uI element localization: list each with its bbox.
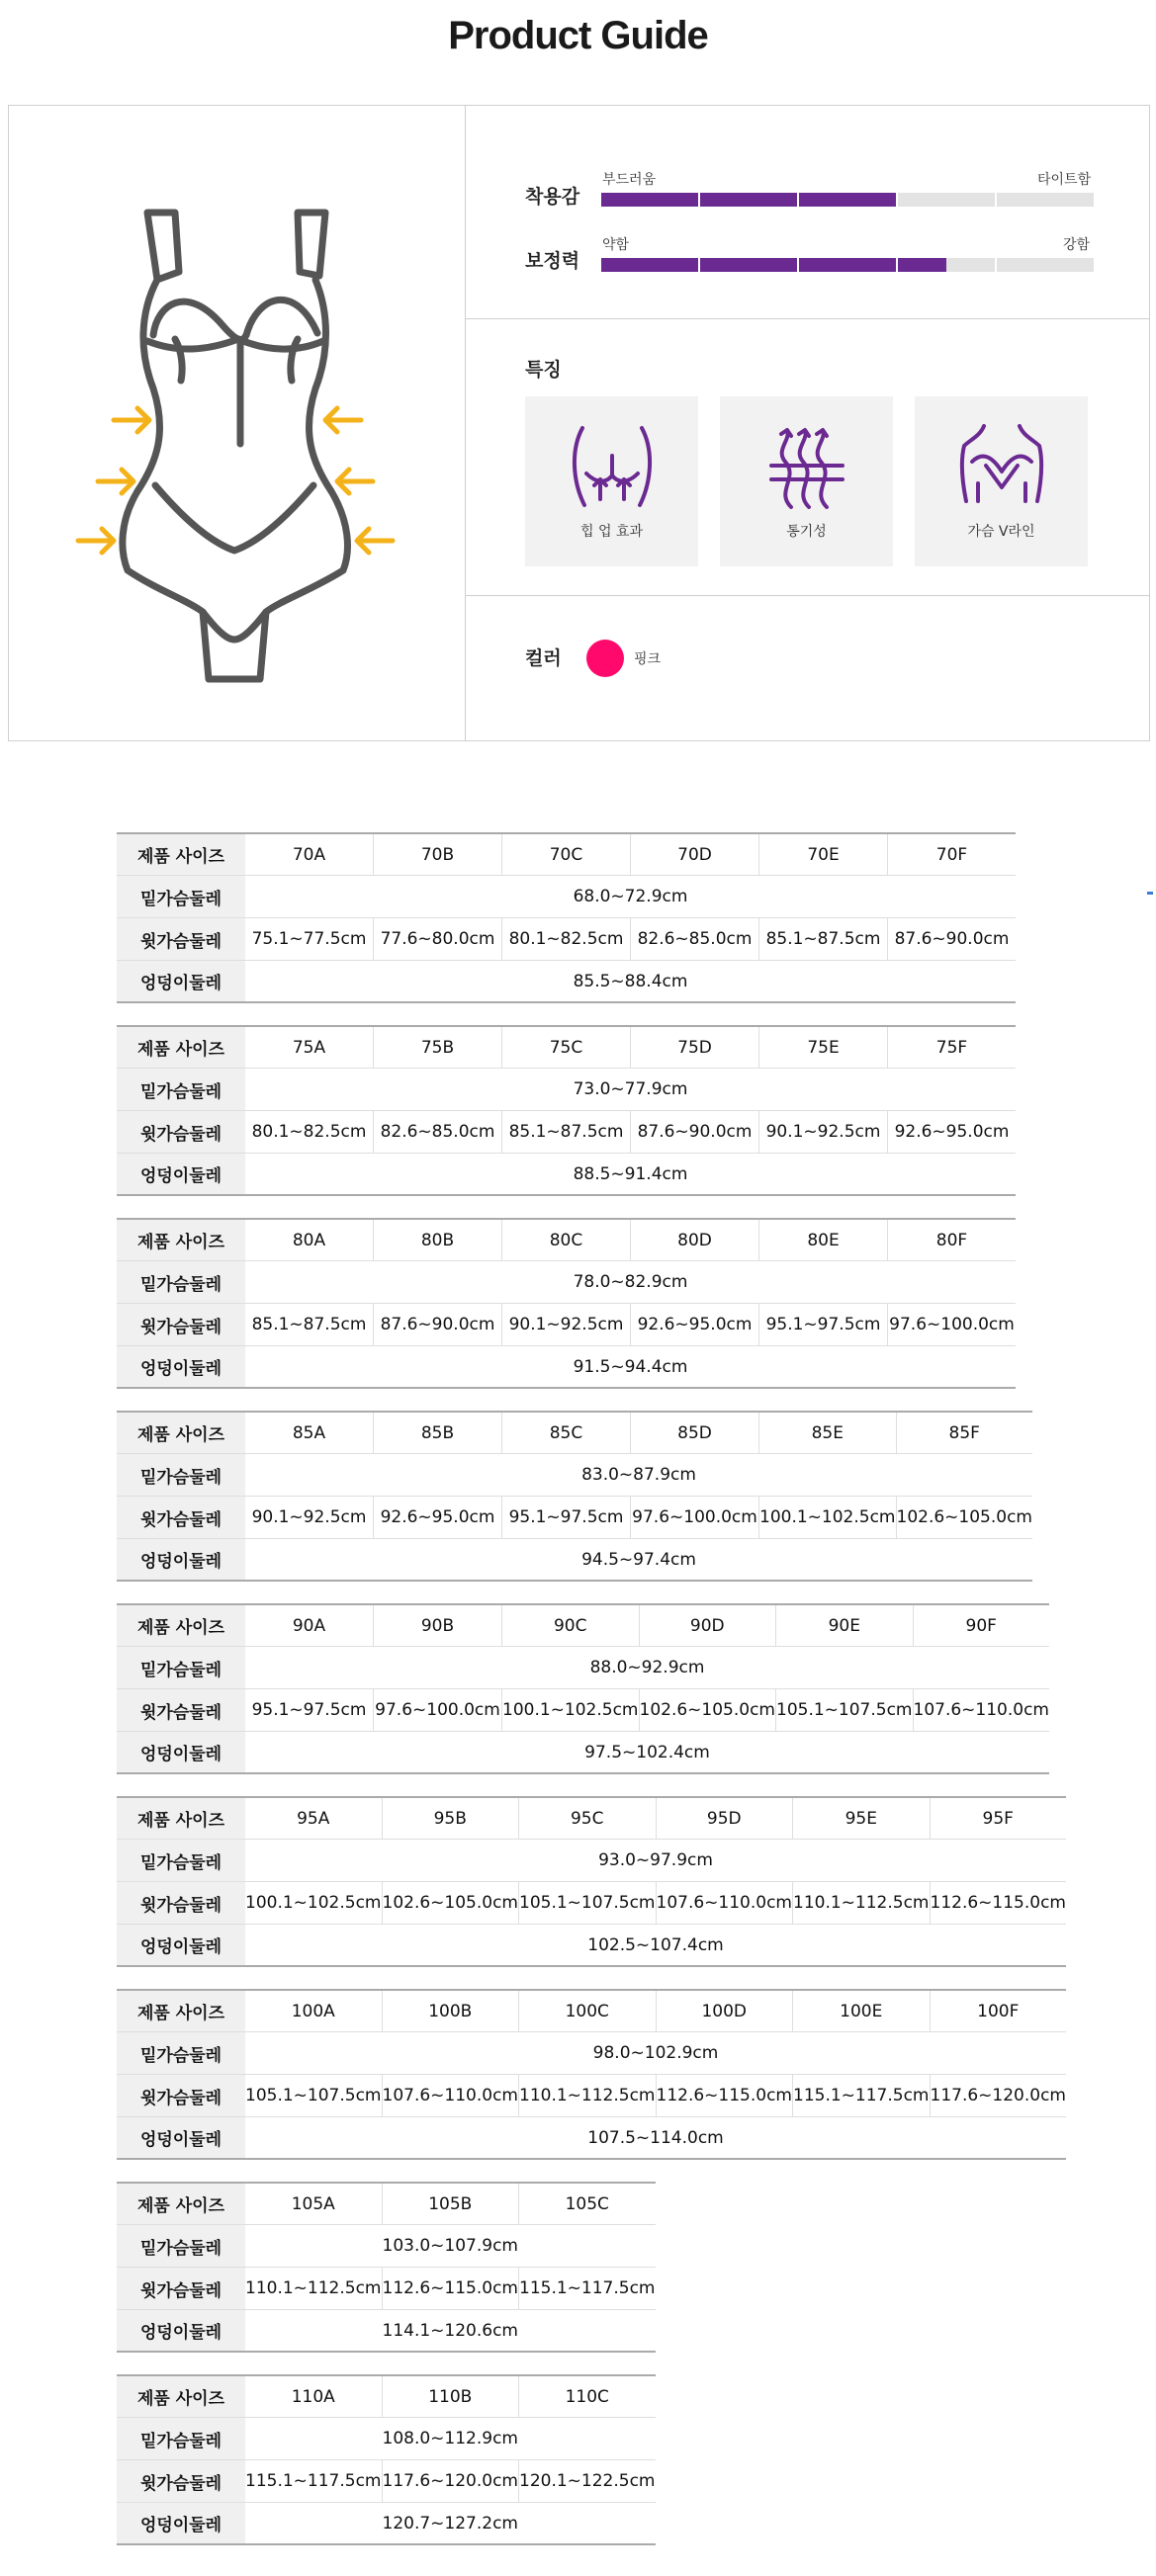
size-cell: 95B — [382, 1797, 519, 1840]
bust-cell: 97.6~100.0cm — [631, 1497, 759, 1539]
size-table — [117, 1796, 1066, 1967]
size-table-row-bust — [117, 1304, 1016, 1346]
row-label: 엉덩이둘레 — [117, 961, 245, 1003]
size-cell: 75D — [631, 1026, 759, 1069]
size-cell: 75C — [502, 1026, 631, 1069]
size-table-row-bust — [117, 2075, 1066, 2117]
bust-cell: 85.1~87.5cm — [502, 1111, 631, 1154]
size-cell: 100B — [382, 1990, 519, 2032]
underbust-cell: 83.0~87.9cm — [245, 1454, 1032, 1497]
size-cell: 95C — [519, 1797, 657, 1840]
size-cell: 100A — [245, 1990, 382, 2032]
bust-cell: 95.1~97.5cm — [245, 1689, 374, 1732]
row-label: 제품 사이즈 — [117, 1990, 245, 2032]
feature-card — [720, 396, 893, 566]
size-table — [117, 1025, 1016, 1196]
bust-cell: 85.1~87.5cm — [245, 1304, 374, 1346]
bust-cell: 92.6~95.0cm — [888, 1111, 1017, 1154]
underbust-cell: 68.0~72.9cm — [245, 876, 1016, 918]
size-cell: 80B — [374, 1219, 502, 1261]
size-table — [117, 1989, 1066, 2160]
size-table-row-underbust — [117, 876, 1016, 918]
bar-divider — [698, 258, 700, 272]
bust-cell: 102.6~105.0cm — [382, 1882, 519, 1925]
bust-cell: 102.6~105.0cm — [639, 1689, 776, 1732]
size-table-row-hip — [117, 2503, 656, 2545]
size-cell: 105B — [382, 2183, 519, 2225]
size-table-row-bust — [117, 1111, 1016, 1154]
support-level-bar — [601, 258, 1094, 272]
row-label: 제품 사이즈 — [117, 1604, 245, 1647]
size-cell: 70B — [374, 833, 502, 876]
size-table-row-hip — [117, 1732, 1049, 1774]
size-cell: 70D — [631, 833, 759, 876]
feature-card — [525, 396, 698, 566]
hip-cell: 114.1~120.6cm — [245, 2310, 656, 2353]
underbust-cell: 88.0~92.9cm — [245, 1647, 1049, 1689]
row-label: 제품 사이즈 — [117, 1026, 245, 1069]
row-label: 엉덩이둘레 — [117, 1154, 245, 1196]
support-low-label: 약함 — [602, 237, 630, 253]
bust-cell: 107.6~110.0cm — [913, 1689, 1049, 1732]
feature-label: 통기성 — [786, 524, 827, 540]
bust-cell: 97.6~100.0cm — [888, 1304, 1017, 1346]
size-table — [117, 832, 1016, 1003]
size-cell: 80F — [888, 1219, 1017, 1261]
size-cell: 110B — [382, 2375, 519, 2418]
size-cell: 95E — [793, 1797, 931, 1840]
size-cell: 75F — [888, 1026, 1017, 1069]
size-table — [117, 1218, 1016, 1389]
size-table-row-size — [117, 1412, 1032, 1454]
size-cell: 80E — [759, 1219, 888, 1261]
color-section — [466, 596, 1149, 740]
size-table-row-size — [117, 2183, 656, 2225]
size-cell: 75B — [374, 1026, 502, 1069]
color-label: 컬러 — [525, 647, 562, 669]
row-label: 제품 사이즈 — [117, 2375, 245, 2418]
bust-cell: 85.1~87.5cm — [759, 918, 888, 961]
bust-cell: 87.6~90.0cm — [374, 1304, 502, 1346]
bust-cell: 105.1~107.5cm — [245, 2075, 382, 2117]
row-label: 밑가슴둘레 — [117, 1454, 245, 1497]
bust-cell: 110.1~112.5cm — [519, 2075, 657, 2117]
hip-cell: 85.5~88.4cm — [245, 961, 1016, 1003]
fit-support-section — [466, 106, 1149, 319]
size-table-row-underbust — [117, 1647, 1049, 1689]
size-cell: 100C — [519, 1990, 657, 2032]
color-swatch-pink[interactable] — [586, 640, 624, 677]
bust-cell: 117.6~120.0cm — [930, 2075, 1066, 2117]
size-table-row-hip — [117, 1154, 1016, 1196]
feature-card — [915, 396, 1088, 566]
size-table-row-underbust — [117, 1069, 1016, 1111]
row-label: 밑가슴둘레 — [117, 1069, 245, 1111]
bar-divider — [698, 193, 700, 207]
bust-cell: 112.6~115.0cm — [930, 1882, 1066, 1925]
size-table-row-bust — [117, 1497, 1032, 1539]
hip-cell: 88.5~91.4cm — [245, 1154, 1016, 1196]
hip-cell: 102.5~107.4cm — [245, 1925, 1066, 1967]
size-table — [117, 2374, 656, 2545]
size-cell: 85E — [759, 1412, 897, 1454]
size-table-row-underbust — [117, 1454, 1032, 1497]
row-label: 제품 사이즈 — [117, 1797, 245, 1840]
size-cell: 70F — [888, 833, 1017, 876]
bust-cell: 80.1~82.5cm — [502, 918, 631, 961]
size-cell: 80C — [502, 1219, 631, 1261]
bar-divider — [896, 258, 898, 272]
underbust-cell: 108.0~112.9cm — [245, 2418, 656, 2460]
bust-cell: 105.1~107.5cm — [519, 1882, 657, 1925]
hip-cell: 91.5~94.4cm — [245, 1346, 1016, 1389]
bust-cell: 80.1~82.5cm — [245, 1111, 374, 1154]
row-label: 밑가슴둘레 — [117, 1647, 245, 1689]
row-label: 밑가슴둘레 — [117, 2418, 245, 2460]
underbust-cell: 93.0~97.9cm — [245, 1840, 1066, 1882]
bust-cell: 90.1~92.5cm — [245, 1497, 374, 1539]
size-table-row-bust — [117, 1689, 1049, 1732]
size-table-row-hip — [117, 1539, 1032, 1582]
size-cell: 95F — [930, 1797, 1066, 1840]
breathable-icon — [761, 422, 852, 513]
fit-low-label: 부드러움 — [602, 172, 657, 188]
bust-cell: 92.6~95.0cm — [374, 1497, 502, 1539]
size-table-row-size — [117, 2375, 656, 2418]
size-cell: 80D — [631, 1219, 759, 1261]
feature-label: 힙 업 효과 — [580, 524, 643, 540]
size-cell: 85B — [374, 1412, 502, 1454]
product-guide-panel — [8, 105, 1150, 741]
size-cell: 85C — [502, 1412, 631, 1454]
features-section — [466, 319, 1149, 596]
size-cell: 70E — [759, 833, 888, 876]
row-label: 엉덩이둘레 — [117, 2310, 245, 2353]
size-table-row-size — [117, 1219, 1016, 1261]
row-label: 윗가슴둘레 — [117, 918, 245, 961]
size-table-row-size — [117, 1026, 1016, 1069]
size-table-row-hip — [117, 961, 1016, 1003]
hip-cell: 120.7~127.2cm — [245, 2503, 656, 2545]
underbust-cell: 73.0~77.9cm — [245, 1069, 1016, 1111]
page-title: Product Guide — [448, 14, 708, 57]
bust-cell: 115.1~117.5cm — [519, 2268, 656, 2310]
size-cell: 90A — [245, 1604, 374, 1647]
size-table-row-size — [117, 1604, 1049, 1647]
bust-cell: 105.1~107.5cm — [776, 1689, 914, 1732]
bust-cell: 112.6~115.0cm — [382, 2268, 519, 2310]
bust-cell: 97.6~100.0cm — [374, 1689, 502, 1732]
bust-cell: 95.1~97.5cm — [502, 1497, 631, 1539]
size-cell: 100F — [930, 1990, 1066, 2032]
size-cell: 110A — [245, 2375, 382, 2418]
size-table — [117, 2182, 656, 2353]
bar-divider — [995, 193, 997, 207]
size-table-row-bust — [117, 2268, 656, 2310]
chest-v-line-icon — [956, 422, 1047, 513]
size-cell: 80A — [245, 1219, 374, 1261]
row-label: 제품 사이즈 — [117, 1219, 245, 1261]
bust-cell: 82.6~85.0cm — [631, 918, 759, 961]
size-cell: 75A — [245, 1026, 374, 1069]
row-label: 밑가슴둘레 — [117, 2032, 245, 2075]
fit-label: 착용감 — [525, 186, 580, 208]
size-cell: 110C — [519, 2375, 656, 2418]
color-name: 핑크 — [634, 651, 662, 667]
bust-cell: 100.1~102.5cm — [759, 1497, 897, 1539]
bust-cell: 117.6~120.0cm — [382, 2460, 519, 2503]
row-label: 윗가슴둘레 — [117, 1497, 245, 1539]
bodysuit-illustration — [9, 106, 464, 738]
size-cell: 85A — [245, 1412, 374, 1454]
row-label: 윗가슴둘레 — [117, 1304, 245, 1346]
row-label: 제품 사이즈 — [117, 1412, 245, 1454]
size-cell: 95D — [656, 1797, 793, 1840]
size-cell: 90E — [776, 1604, 914, 1647]
size-table-row-hip — [117, 1346, 1016, 1389]
size-cell: 95A — [245, 1797, 382, 1840]
row-label: 제품 사이즈 — [117, 833, 245, 876]
bar-divider — [995, 258, 997, 272]
size-table-row-size — [117, 1990, 1066, 2032]
bust-cell: 75.1~77.5cm — [245, 918, 374, 961]
features-title: 특징 — [525, 359, 562, 381]
row-label: 엉덩이둘레 — [117, 2503, 245, 2545]
row-label: 엉덩이둘레 — [117, 1539, 245, 1582]
bust-cell: 115.1~117.5cm — [793, 2075, 931, 2117]
bust-cell: 82.6~85.0cm — [374, 1111, 502, 1154]
size-table-row-bust — [117, 918, 1016, 961]
size-table — [117, 1411, 1032, 1582]
bust-cell: 87.6~90.0cm — [888, 918, 1017, 961]
size-table-row-underbust — [117, 1261, 1016, 1304]
size-cell: 70A — [245, 833, 374, 876]
size-cell: 90D — [639, 1604, 776, 1647]
bust-cell: 77.6~80.0cm — [374, 918, 502, 961]
bust-cell: 90.1~92.5cm — [502, 1304, 631, 1346]
row-label: 밑가슴둘레 — [117, 1261, 245, 1304]
row-label: 윗가슴둘레 — [117, 1689, 245, 1732]
size-cell: 100E — [793, 1990, 931, 2032]
row-label: 엉덩이둘레 — [117, 2117, 245, 2160]
bust-cell: 100.1~102.5cm — [245, 1882, 382, 1925]
feature-label: 가슴 V라인 — [967, 524, 1035, 540]
size-cell: 90F — [913, 1604, 1049, 1647]
support-level-fill — [601, 258, 946, 272]
size-table-row-hip — [117, 2310, 656, 2353]
size-table-row-hip — [117, 2117, 1066, 2160]
bar-divider — [797, 258, 799, 272]
size-cell: 70C — [502, 833, 631, 876]
row-label: 윗가슴둘레 — [117, 2460, 245, 2503]
bust-cell: 87.6~90.0cm — [631, 1111, 759, 1154]
fit-level-fill — [601, 193, 897, 207]
bust-cell: 95.1~97.5cm — [759, 1304, 888, 1346]
size-cell: 90B — [374, 1604, 502, 1647]
row-label: 윗가슴둘레 — [117, 1882, 245, 1925]
size-cell: 75E — [759, 1026, 888, 1069]
bar-divider — [896, 193, 898, 207]
bust-cell: 110.1~112.5cm — [793, 1882, 931, 1925]
row-label: 밑가슴둘레 — [117, 876, 245, 918]
row-label: 밑가슴둘레 — [117, 2225, 245, 2268]
size-cell: 90C — [502, 1604, 640, 1647]
row-label: 밑가슴둘레 — [117, 1840, 245, 1882]
underbust-cell: 103.0~107.9cm — [245, 2225, 656, 2268]
fit-high-label: 타이트함 — [1037, 172, 1092, 188]
size-table-row-bust — [117, 1882, 1066, 1925]
size-table-row-size — [117, 833, 1016, 876]
bust-cell: 112.6~115.0cm — [656, 2075, 793, 2117]
support-label: 보정력 — [525, 250, 580, 272]
bust-cell: 100.1~102.5cm — [502, 1689, 640, 1732]
size-table-row-underbust — [117, 2032, 1066, 2075]
bust-cell: 120.1~122.5cm — [519, 2460, 656, 2503]
row-label: 윗가슴둘레 — [117, 1111, 245, 1154]
fit-level-bar — [601, 193, 1094, 207]
row-label: 엉덩이둘레 — [117, 1346, 245, 1389]
edge-marker — [1147, 892, 1153, 895]
row-label: 엉덩이둘레 — [117, 1925, 245, 1967]
size-table-row-size — [117, 1797, 1066, 1840]
bar-divider — [797, 193, 799, 207]
hip-cell: 97.5~102.4cm — [245, 1732, 1049, 1774]
size-table — [117, 1603, 1049, 1774]
hip-cell: 94.5~97.4cm — [245, 1539, 1032, 1582]
hip-cell: 107.5~114.0cm — [245, 2117, 1066, 2160]
size-table-row-underbust — [117, 1840, 1066, 1882]
size-table-row-underbust — [117, 2418, 656, 2460]
row-label: 엉덩이둘레 — [117, 1732, 245, 1774]
row-label: 윗가슴둘레 — [117, 2075, 245, 2117]
bust-cell: 92.6~95.0cm — [631, 1304, 759, 1346]
bust-cell: 115.1~117.5cm — [245, 2460, 382, 2503]
size-cell: 105A — [245, 2183, 382, 2225]
size-cell: 85F — [896, 1412, 1032, 1454]
underbust-cell: 98.0~102.9cm — [245, 2032, 1066, 2075]
size-cell: 85D — [631, 1412, 759, 1454]
underbust-cell: 78.0~82.9cm — [245, 1261, 1016, 1304]
size-table-row-hip — [117, 1925, 1066, 1967]
bust-cell: 90.1~92.5cm — [759, 1111, 888, 1154]
bust-cell: 107.6~110.0cm — [382, 2075, 519, 2117]
size-cell: 100D — [656, 1990, 793, 2032]
size-table-row-bust — [117, 2460, 656, 2503]
bust-cell: 107.6~110.0cm — [656, 1882, 793, 1925]
size-table-row-underbust — [117, 2225, 656, 2268]
row-label: 제품 사이즈 — [117, 2183, 245, 2225]
bust-cell: 110.1~112.5cm — [245, 2268, 382, 2310]
hip-up-icon — [567, 422, 658, 513]
garment-illustration-panel — [9, 106, 466, 740]
size-cell: 105C — [519, 2183, 656, 2225]
support-high-label: 강함 — [1063, 237, 1091, 253]
row-label: 윗가슴둘레 — [117, 2268, 245, 2310]
bust-cell: 102.6~105.0cm — [896, 1497, 1032, 1539]
